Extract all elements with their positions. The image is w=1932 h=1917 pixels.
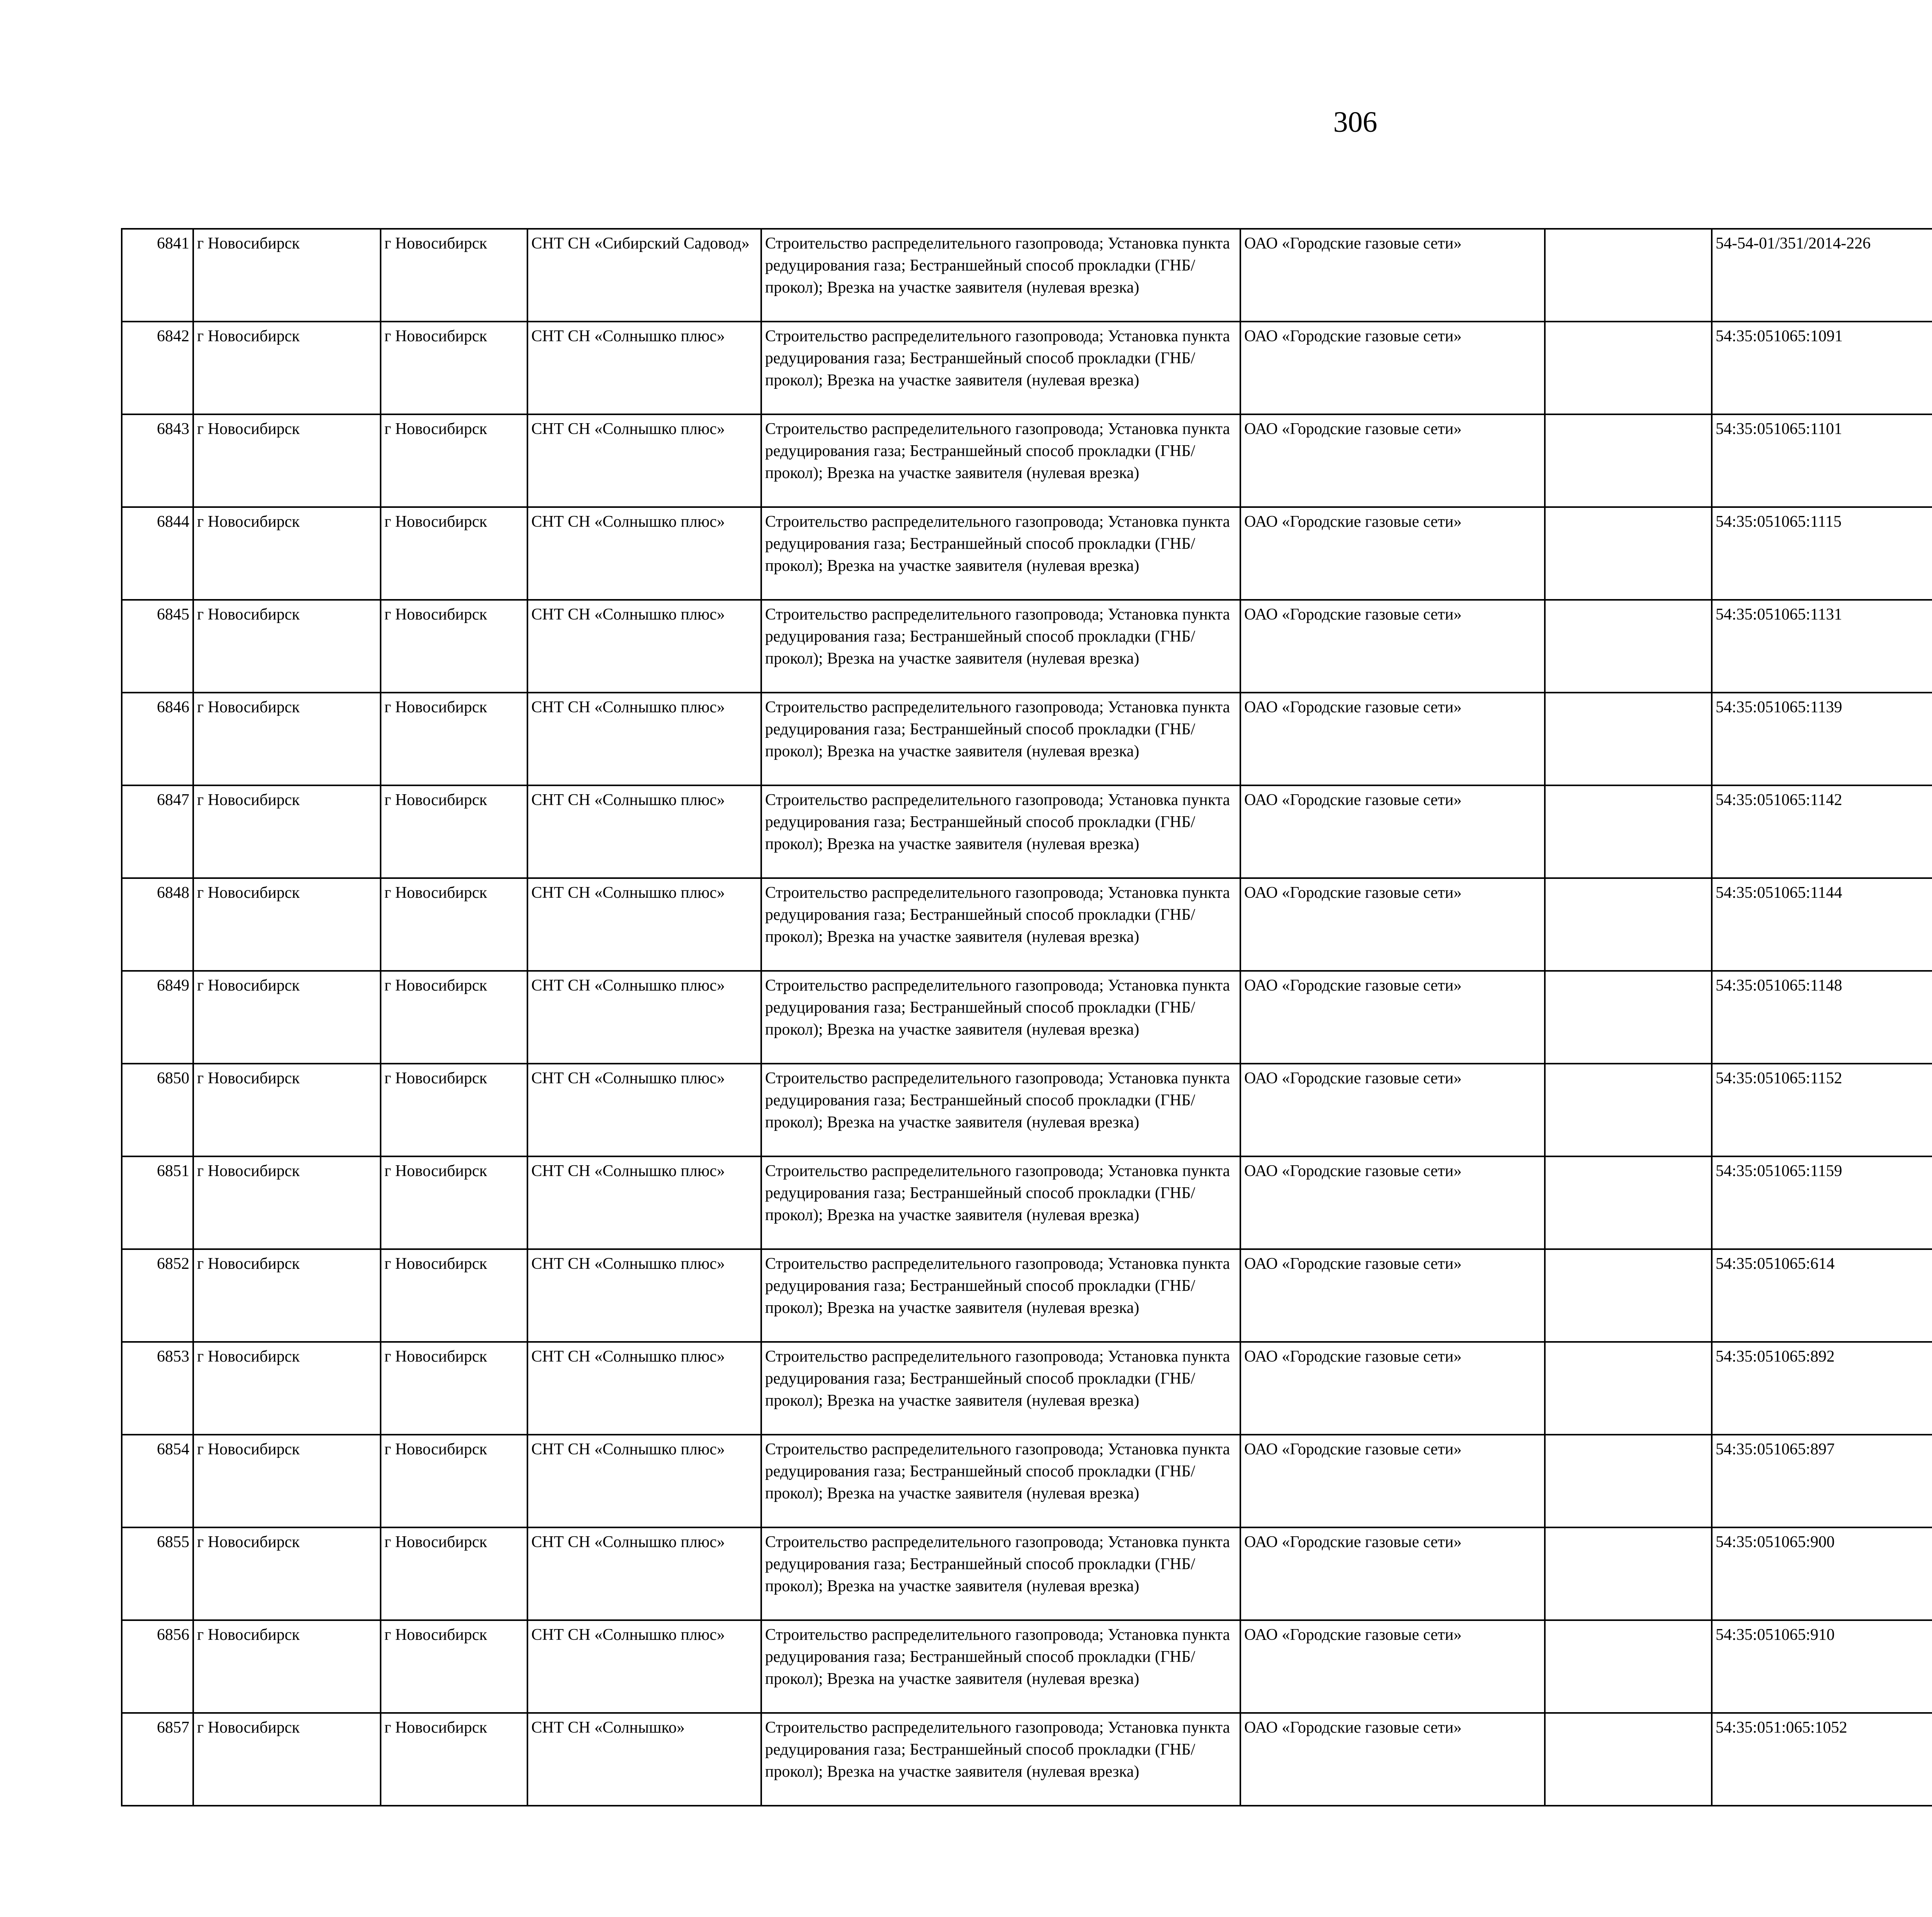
locality-cell: г Новосибирск <box>381 785 527 878</box>
row-number-cell: 6841 <box>122 229 193 322</box>
gas-operator-cell: ОАО «Городские газовые сети» <box>1240 878 1545 971</box>
table-row <box>122 229 1932 322</box>
table-row <box>122 971 1932 1064</box>
row-number-cell: 6857 <box>122 1713 193 1806</box>
cadastral-number-cell: 54:35:051065:1152 <box>1712 1064 1932 1156</box>
district-cell: г Новосибирск <box>193 971 381 1064</box>
row-number-cell: 6843 <box>122 414 193 507</box>
row-number-cell: 6850 <box>122 1064 193 1156</box>
object-name-cell: СНТ СН «Сибирский Садовод» <box>527 229 761 322</box>
district-cell: г Новосибирск <box>193 1249 381 1342</box>
gasification-table <box>121 228 1932 1806</box>
district-cell: г Новосибирск <box>193 507 381 600</box>
cadastral-number-cell: 54:35:051065:1101 <box>1712 414 1932 507</box>
row-number-cell: 6845 <box>122 600 193 693</box>
table-row <box>122 414 1932 507</box>
gas-operator-cell: ОАО «Городские газовые сети» <box>1240 693 1545 785</box>
object-name-cell: СНТ СН «Солнышко плюс» <box>527 785 761 878</box>
row-number-cell: 6846 <box>122 693 193 785</box>
gas-operator-cell: ОАО «Городские газовые сети» <box>1240 507 1545 600</box>
locality-cell: г Новосибирск <box>381 507 527 600</box>
empty-cell <box>1545 1156 1712 1249</box>
district-cell: г Новосибирск <box>193 1064 381 1156</box>
cadastral-number-cell: 54:35:051065:1159 <box>1712 1156 1932 1249</box>
district-cell: г Новосибирск <box>193 878 381 971</box>
works-description-cell: Строительство распределительного газопровода; Установка пункта редуцирования газа; Бестраншейный способ прокладки (ГНБ/прокол); Врезка на участке заявителя (нулевая врезка) <box>761 1713 1240 1806</box>
district-cell: г Новосибирск <box>193 229 381 322</box>
district-cell: г Новосибирск <box>193 785 381 878</box>
cadastral-number-cell: 54:35:051065:1144 <box>1712 878 1932 971</box>
empty-cell <box>1545 1342 1712 1435</box>
gas-operator-cell: ОАО «Городские газовые сети» <box>1240 785 1545 878</box>
object-name-cell: СНТ СН «Солнышко плюс» <box>527 414 761 507</box>
district-cell: г Новосибирск <box>193 1156 381 1249</box>
cadastral-number-cell: 54:35:051065:1131 <box>1712 600 1932 693</box>
table-row <box>122 600 1932 693</box>
works-description-cell: Строительство распределительного газопровода; Установка пункта редуцирования газа; Бестраншейный способ прокладки (ГНБ/прокол); Врезка на участке заявителя (нулевая врезка) <box>761 1156 1240 1249</box>
cadastral-number-cell: 54:35:051065:897 <box>1712 1435 1932 1527</box>
empty-cell <box>1545 229 1712 322</box>
empty-cell <box>1545 322 1712 414</box>
locality-cell: г Новосибирск <box>381 878 527 971</box>
cadastral-number-cell: 54:35:051065:1115 <box>1712 507 1932 600</box>
row-number-cell: 6853 <box>122 1342 193 1435</box>
gas-operator-cell: ОАО «Городские газовые сети» <box>1240 1713 1545 1806</box>
empty-cell <box>1545 878 1712 971</box>
empty-cell <box>1545 1249 1712 1342</box>
works-description-cell: Строительство распределительного газопровода; Установка пункта редуцирования газа; Бестраншейный способ прокладки (ГНБ/прокол); Врезка на участке заявителя (нулевая врезка) <box>761 1620 1240 1713</box>
empty-cell <box>1545 693 1712 785</box>
cadastral-number-cell: 54:35:051065:614 <box>1712 1249 1932 1342</box>
page-number: 306 <box>1333 106 1378 138</box>
object-name-cell: СНТ СН «Солнышко плюс» <box>527 1156 761 1249</box>
works-description-cell: Строительство распределительного газопровода; Установка пункта редуцирования газа; Бестраншейный способ прокладки (ГНБ/прокол); Врезка на участке заявителя (нулевая врезка) <box>761 600 1240 693</box>
locality-cell: г Новосибирск <box>381 1713 527 1806</box>
locality-cell: г Новосибирск <box>381 971 527 1064</box>
table-row <box>122 1527 1932 1620</box>
row-number-cell: 6854 <box>122 1435 193 1527</box>
district-cell: г Новосибирск <box>193 693 381 785</box>
district-cell: г Новосибирск <box>193 1527 381 1620</box>
works-description-cell: Строительство распределительного газопровода; Установка пункта редуцирования газа; Бестраншейный способ прокладки (ГНБ/прокол); Врезка на участке заявителя (нулевая врезка) <box>761 971 1240 1064</box>
row-number-cell: 6851 <box>122 1156 193 1249</box>
works-description-cell: Строительство распределительного газопровода; Установка пункта редуцирования газа; Бестраншейный способ прокладки (ГНБ/прокол); Врезка на участке заявителя (нулевая врезка) <box>761 1249 1240 1342</box>
works-description-cell: Строительство распределительного газопровода; Установка пункта редуцирования газа; Бестраншейный способ прокладки (ГНБ/прокол); Врезка на участке заявителя (нулевая врезка) <box>761 1064 1240 1156</box>
empty-cell <box>1545 1620 1712 1713</box>
table-row <box>122 693 1932 785</box>
object-name-cell: СНТ СН «Солнышко плюс» <box>527 1620 761 1713</box>
object-name-cell: СНТ СН «Солнышко плюс» <box>527 971 761 1064</box>
table-row <box>122 1435 1932 1527</box>
gas-operator-cell: ОАО «Городские газовые сети» <box>1240 1342 1545 1435</box>
locality-cell: г Новосибирск <box>381 1249 527 1342</box>
locality-cell: г Новосибирск <box>381 1342 527 1435</box>
gas-operator-cell: ОАО «Городские газовые сети» <box>1240 1620 1545 1713</box>
locality-cell: г Новосибирск <box>381 693 527 785</box>
district-cell: г Новосибирск <box>193 414 381 507</box>
row-number-cell: 6848 <box>122 878 193 971</box>
object-name-cell: СНТ СН «Солнышко плюс» <box>527 1249 761 1342</box>
works-description-cell: Строительство распределительного газопровода; Установка пункта редуцирования газа; Бестраншейный способ прокладки (ГНБ/прокол); Врезка на участке заявителя (нулевая врезка) <box>761 322 1240 414</box>
empty-cell <box>1545 600 1712 693</box>
table-row <box>122 1342 1932 1435</box>
cadastral-number-cell: 54:35:051065:900 <box>1712 1527 1932 1620</box>
cadastral-number-cell: 54:35:051:065:1052 <box>1712 1713 1932 1806</box>
gas-operator-cell: ОАО «Городские газовые сети» <box>1240 229 1545 322</box>
works-description-cell: Строительство распределительного газопровода; Установка пункта редуцирования газа; Бестраншейный способ прокладки (ГНБ/прокол); Врезка на участке заявителя (нулевая врезка) <box>761 1527 1240 1620</box>
table-row <box>122 1249 1932 1342</box>
district-cell: г Новосибирск <box>193 1435 381 1527</box>
cadastral-number-cell: 54:35:051065:910 <box>1712 1620 1932 1713</box>
works-description-cell: Строительство распределительного газопровода; Установка пункта редуцирования газа; Бестраншейный способ прокладки (ГНБ/прокол); Врезка на участке заявителя (нулевая врезка) <box>761 785 1240 878</box>
object-name-cell: СНТ СН «Солнышко плюс» <box>527 1342 761 1435</box>
empty-cell <box>1545 414 1712 507</box>
gas-operator-cell: ОАО «Городские газовые сети» <box>1240 1064 1545 1156</box>
cadastral-number-cell: 54-54-01/351/2014-226 <box>1712 229 1932 322</box>
object-name-cell: СНТ СН «Солнышко плюс» <box>527 878 761 971</box>
works-description-cell: Строительство распределительного газопровода; Установка пункта редуцирования газа; Бестраншейный способ прокладки (ГНБ/прокол); Врезка на участке заявителя (нулевая врезка) <box>761 693 1240 785</box>
table-row <box>122 1620 1932 1713</box>
row-number-cell: 6849 <box>122 971 193 1064</box>
gas-operator-cell: ОАО «Городские газовые сети» <box>1240 1249 1545 1342</box>
locality-cell: г Новосибирск <box>381 229 527 322</box>
table-row <box>122 1064 1932 1156</box>
district-cell: г Новосибирск <box>193 322 381 414</box>
locality-cell: г Новосибирск <box>381 1156 527 1249</box>
empty-cell <box>1545 507 1712 600</box>
works-description-cell: Строительство распределительного газопровода; Установка пункта редуцирования газа; Бестраншейный способ прокладки (ГНБ/прокол); Врезка на участке заявителя (нулевая врезка) <box>761 1435 1240 1527</box>
works-description-cell: Строительство распределительного газопровода; Установка пункта редуцирования газа; Бестраншейный способ прокладки (ГНБ/прокол); Врезка на участке заявителя (нулевая врезка) <box>761 1342 1240 1435</box>
cadastral-number-cell: 54:35:051065:1148 <box>1712 971 1932 1064</box>
district-cell: г Новосибирск <box>193 1620 381 1713</box>
object-name-cell: СНТ СН «Солнышко плюс» <box>527 507 761 600</box>
empty-cell <box>1545 971 1712 1064</box>
gas-operator-cell: ОАО «Городские газовые сети» <box>1240 1435 1545 1527</box>
works-description-cell: Строительство распределительного газопровода; Установка пункта редуцирования газа; Бестраншейный способ прокладки (ГНБ/прокол); Врезка на участке заявителя (нулевая врезка) <box>761 229 1240 322</box>
gas-operator-cell: ОАО «Городские газовые сети» <box>1240 1527 1545 1620</box>
object-name-cell: СНТ СН «Солнышко плюс» <box>527 1527 761 1620</box>
locality-cell: г Новосибирск <box>381 600 527 693</box>
table-row <box>122 322 1932 414</box>
table-row <box>122 878 1932 971</box>
empty-cell <box>1545 1527 1712 1620</box>
district-cell: г Новосибирск <box>193 1713 381 1806</box>
works-description-cell: Строительство распределительного газопровода; Установка пункта редуцирования газа; Бестраншейный способ прокладки (ГНБ/прокол); Врезка на участке заявителя (нулевая врезка) <box>761 878 1240 971</box>
locality-cell: г Новосибирск <box>381 322 527 414</box>
works-description-cell: Строительство распределительного газопровода; Установка пункта редуцирования газа; Бестраншейный способ прокладки (ГНБ/прокол); Врезка на участке заявителя (нулевая врезка) <box>761 507 1240 600</box>
row-number-cell: 6844 <box>122 507 193 600</box>
object-name-cell: СНТ СН «Солнышко плюс» <box>527 600 761 693</box>
gas-operator-cell: ОАО «Городские газовые сети» <box>1240 971 1545 1064</box>
gas-operator-cell: ОАО «Городские газовые сети» <box>1240 1156 1545 1249</box>
table-row <box>122 1713 1932 1806</box>
object-name-cell: СНТ СН «Солнышко» <box>527 1713 761 1806</box>
object-name-cell: СНТ СН «Солнышко плюс» <box>527 1064 761 1156</box>
gas-operator-cell: ОАО «Городские газовые сети» <box>1240 414 1545 507</box>
cadastral-number-cell: 54:35:051065:892 <box>1712 1342 1932 1435</box>
cadastral-number-cell: 54:35:051065:1091 <box>1712 322 1932 414</box>
gas-operator-cell: ОАО «Городские газовые сети» <box>1240 322 1545 414</box>
locality-cell: г Новосибирск <box>381 1527 527 1620</box>
object-name-cell: СНТ СН «Солнышко плюс» <box>527 693 761 785</box>
locality-cell: г Новосибирск <box>381 414 527 507</box>
district-cell: г Новосибирск <box>193 600 381 693</box>
gas-operator-cell: ОАО «Городские газовые сети» <box>1240 600 1545 693</box>
empty-cell <box>1545 785 1712 878</box>
empty-cell <box>1545 1435 1712 1527</box>
row-number-cell: 6847 <box>122 785 193 878</box>
row-number-cell: 6852 <box>122 1249 193 1342</box>
cadastral-number-cell: 54:35:051065:1142 <box>1712 785 1932 878</box>
locality-cell: г Новосибирск <box>381 1620 527 1713</box>
district-cell: г Новосибирск <box>193 1342 381 1435</box>
empty-cell <box>1545 1713 1712 1806</box>
object-name-cell: СНТ СН «Солнышко плюс» <box>527 322 761 414</box>
table-row <box>122 507 1932 600</box>
cadastral-number-cell: 54:35:051065:1139 <box>1712 693 1932 785</box>
object-name-cell: СНТ СН «Солнышко плюс» <box>527 1435 761 1527</box>
locality-cell: г Новосибирск <box>381 1435 527 1527</box>
table-row <box>122 785 1932 878</box>
row-number-cell: 6842 <box>122 322 193 414</box>
table-row <box>122 1156 1932 1249</box>
row-number-cell: 6856 <box>122 1620 193 1713</box>
empty-cell <box>1545 1064 1712 1156</box>
row-number-cell: 6855 <box>122 1527 193 1620</box>
locality-cell: г Новосибирск <box>381 1064 527 1156</box>
works-description-cell: Строительство распределительного газопровода; Установка пункта редуцирования газа; Бестраншейный способ прокладки (ГНБ/прокол); Врезка на участке заявителя (нулевая врезка) <box>761 414 1240 507</box>
